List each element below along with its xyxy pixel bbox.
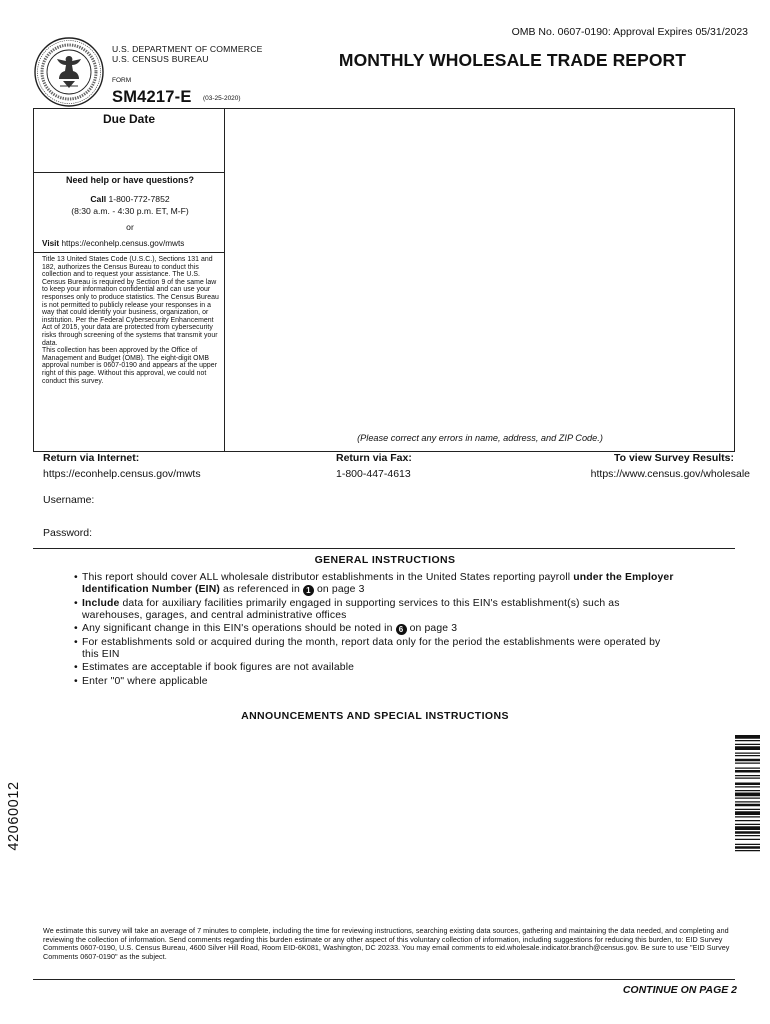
call-number: 1-800-772-7852 (108, 194, 170, 204)
legal-paragraph-authority: Title 13 United States Code (U.S.C.), Sections 131 and 182, authorizes the Census Bureau to conduct this collection and to request your assistance. The U.S. Census Bureau is required by Section 9 of the same law to keep your information confidential and can use your responses only to produce statistics. The Census Bureau is not permitted to publicly release your responses in a way that could identify your business, organization, or institution. Per the Federal Cybersecurity Enhancement Act of 2015, your data are protected from cybersecurity risks through screening of the systems that transmit your data. (42, 256, 219, 347)
barcode-icon (735, 735, 760, 890)
visit-label: Visit (42, 239, 60, 248)
legal-notice (42, 256, 220, 385)
general-instructions-list (74, 572, 674, 689)
barcode-bar (735, 783, 760, 786)
barcode-bar (735, 770, 760, 773)
announcements-title: ANNOUNCEMENTS AND SPECIAL INSTRUCTIONS (241, 710, 509, 722)
instruction-item (74, 662, 674, 674)
barcode-bar (735, 759, 760, 762)
help-visit (42, 238, 228, 249)
section-marker-icon: 6 (396, 624, 407, 635)
barcode-bar (735, 801, 760, 802)
form-date: (03-25-2020) (203, 95, 241, 102)
bureau-name: U.S. CENSUS BUREAU (112, 54, 209, 64)
instruction-emphasis: Include (82, 597, 120, 609)
department-of-commerce-seal-icon (33, 36, 105, 108)
barcode-bar (735, 763, 760, 764)
call-label: Call (90, 194, 107, 204)
instruction-text: as referenced in (219, 584, 303, 595)
return-internet-label: Return via Internet: (43, 452, 140, 464)
barcode-bar (735, 740, 760, 741)
barcode-bar (735, 753, 760, 754)
department-name: U.S. DEPARTMENT OF COMMERCE (112, 44, 263, 54)
instruction-item (74, 637, 674, 661)
survey-results-url: https://www.census.gov/wholesale (590, 468, 750, 480)
barcode-bar (735, 786, 760, 787)
instruction-item (74, 598, 674, 622)
password-label: Password: (43, 527, 93, 539)
omb-approval: OMB No. 0607-0190: Approval Expires 05/31/2023 (511, 26, 748, 38)
return-fax-label: Return via Fax: (336, 452, 412, 464)
instruction-item (74, 623, 674, 635)
barcode-bar (735, 816, 760, 817)
help-hours: (8:30 a.m. - 4:30 p.m. ET, M-F) (71, 206, 189, 216)
return-fax-number: 1-800-447-4613 (336, 468, 411, 480)
barcode-bar (735, 790, 760, 791)
instruction-text: on page 3 (313, 584, 365, 595)
due-date-label: Due Date (102, 112, 155, 126)
barcode-bar (735, 755, 760, 756)
instruction-text: For establishments sold or acquired during the month, report data only for the period the establishments were operated by this EIN (82, 636, 661, 660)
legal-paragraph-omb: This collection has been approved by the Office of Management and Budget (OMB). The eight-digit OMB approval number is 0607-0190 and appears at the upper right of this page. Without this approval, we could not conduct this survey. (42, 347, 218, 385)
instruction-item (74, 676, 674, 688)
return-internet-url: https://econhelp.census.gov/mwts (43, 468, 201, 480)
form-number: SM4217-E (112, 88, 192, 106)
instruction-text: data for auxiliary facilities primarily engaged in supporting services to this EIN's establishment(s) such as warehouses, garages, and central administrative offices (82, 597, 620, 621)
barcode-bar (735, 798, 760, 799)
barcode-bar (735, 778, 760, 779)
barcode-bar (735, 835, 760, 836)
username-label: Username: (43, 494, 95, 506)
form-label: FORM (112, 77, 132, 84)
barcode-bar (735, 824, 760, 825)
instruction-text: Estimates are acceptable if book figures are not available (82, 662, 355, 673)
barcode-bar (735, 746, 760, 750)
barcode-bar (735, 850, 760, 851)
barcode-bar (735, 820, 760, 821)
survey-results-label: To view Survey Results: (613, 452, 734, 464)
help-or: or (126, 222, 134, 232)
password-field[interactable] (110, 523, 410, 543)
page-title: MONTHLY WHOLESALE TRADE REPORT (338, 50, 687, 70)
instruction-text: Any significant change in this EIN's operations should be noted in (82, 623, 396, 634)
burden-statement: We estimate this survey will take an average of 7 minutes to complete, including the time for reviewing instructions, searching existing data sources, gathering and maintaining the data needed, and completing and reviewing the collection of information. Send comments regarding this burden estimate or any other aspect of this voluntary collection of information, including suggestions for reducing this burden, to: EID Survey Comments 0607-0190, U.S. Census Bureau, 4600 Silver Hill Road, Room EID-6K081, Washington, DC 20233. You may email comments to eid.wholesale.indicator.branch@census.gov. Be sure to use "EID Survey Comments 0607-0190" as the subject. (43, 926, 730, 961)
address-correction-note: (Please correct any errors in name, address, and ZIP Code.) (357, 433, 603, 443)
instruction-text: Enter "0" where applicable (82, 675, 208, 687)
barcode-bar (735, 844, 760, 845)
continue-on-page-2: CONTINUE ON PAGE 2 (622, 984, 737, 996)
barcode-bar (735, 804, 760, 807)
help-question: Need help or have questions? (65, 175, 195, 185)
section-marker-icon: 1 (303, 585, 314, 596)
barcode-bar (735, 839, 760, 840)
instruction-text: This report should cover ALL wholesale distributor establishments in the United States reporting payroll (82, 572, 574, 583)
barcode-bar (735, 811, 760, 815)
visit-url: https://econhelp.census.gov/mwts (61, 239, 185, 248)
barcode-bar (735, 793, 760, 797)
instruction-emphasis: under the Employer Identification Number (EIN) (82, 572, 674, 595)
instruction-text: on page 3 (406, 623, 458, 634)
barcode-bar (735, 735, 760, 739)
barcode-bar (735, 775, 760, 776)
username-field[interactable] (110, 490, 410, 510)
barcode-bar (735, 831, 760, 834)
barcode-bar (735, 809, 760, 810)
help-call (37, 194, 223, 205)
instruction-item (74, 572, 674, 596)
barcode-bar (735, 768, 760, 769)
barcode-bar (735, 744, 760, 745)
divider (33, 979, 735, 980)
form-tracking-code: 42060012 (6, 781, 22, 851)
barcode-bar (735, 826, 760, 830)
barcode-bar (735, 846, 760, 849)
divider (33, 548, 735, 549)
general-instructions-title: GENERAL INSTRUCTIONS (314, 554, 456, 566)
